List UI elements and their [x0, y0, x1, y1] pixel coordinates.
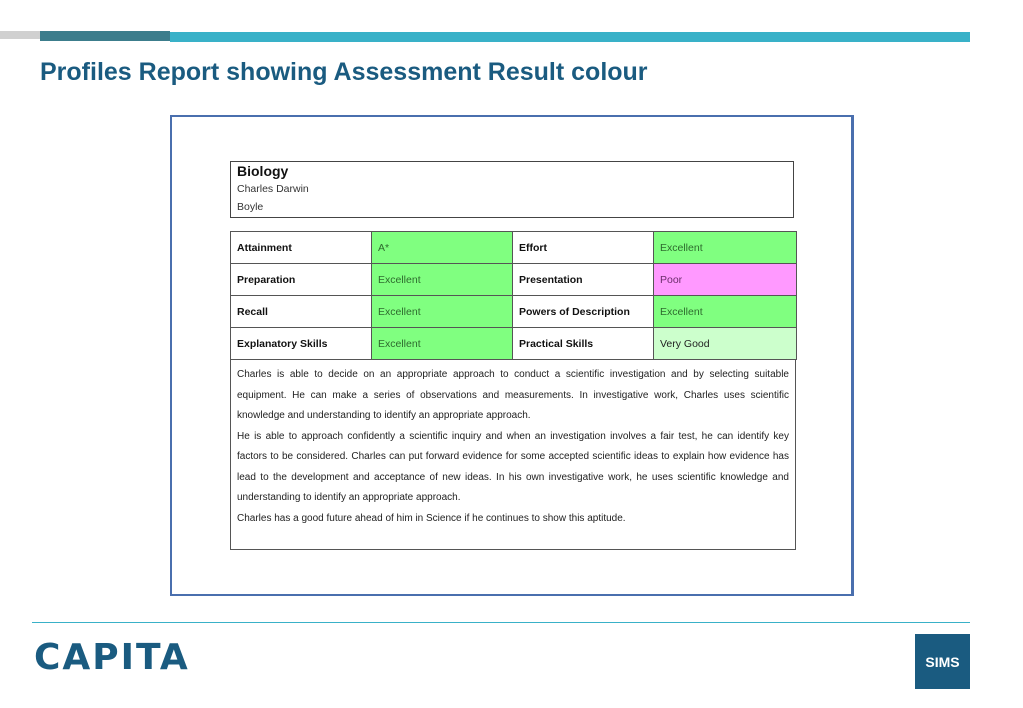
- group-name: Boyle: [237, 201, 264, 213]
- aspect-label: Effort: [513, 232, 654, 264]
- result-cell: Excellent: [372, 328, 513, 360]
- table-row: [231, 232, 797, 264]
- report-comment: [230, 360, 796, 550]
- aspect-label: Practical Skills: [513, 328, 654, 360]
- student-name: Charles Darwin: [237, 183, 309, 195]
- capita-logo: CAPITA: [34, 637, 190, 678]
- comment-paragraph: He is able to approach confidently a scientific inquiry and when an investigation involves a fair test, he can identify key factors to be considered. Charles can put forward evidence for some accepted scientific ideas to explain how evidence has lead to the development and acceptance of new ideas. In his own investigative work, he uses scientific knowledge and understanding to identify an appropriate approach.: [237, 430, 789, 503]
- profile-report: [230, 161, 794, 550]
- subject-name: Biology: [237, 163, 289, 179]
- table-row: [231, 328, 797, 360]
- comment-paragraph: Charles has a good future ahead of him in Science if he continues to show this aptitude.: [237, 512, 626, 524]
- result-cell: Excellent: [654, 232, 797, 264]
- header-bar-dark: [40, 31, 170, 41]
- report-header: [230, 161, 794, 218]
- table-row: [231, 264, 797, 296]
- aspect-label: Powers of Description: [513, 296, 654, 328]
- slide-title: Profiles Report showing Assessment Result colour: [40, 58, 648, 86]
- aspect-label: Preparation: [231, 264, 372, 296]
- result-cell: Excellent: [372, 264, 513, 296]
- aspect-label: Explanatory Skills: [231, 328, 372, 360]
- result-cell: Excellent: [372, 296, 513, 328]
- table-row: [231, 296, 797, 328]
- result-cell: Very Good: [654, 328, 797, 360]
- aspect-label: Presentation: [513, 264, 654, 296]
- comment-paragraph: Charles is able to decide on an appropriate approach to conduct a scientific investigation and by selecting suitable equipment. He can make a series of observations and measurements. In investigative work, Charles uses scientific knowledge and understanding to identify an appropriate approach.: [237, 369, 789, 421]
- result-cell: A*: [372, 232, 513, 264]
- aspect-label: Attainment: [231, 232, 372, 264]
- assessment-grid: [230, 231, 797, 360]
- report-frame: [170, 115, 854, 596]
- footer-divider: [32, 622, 970, 623]
- sims-badge: SIMS: [915, 634, 970, 689]
- header-bar-grey: [0, 31, 40, 39]
- result-cell: Excellent: [654, 296, 797, 328]
- result-cell: Poor: [654, 264, 797, 296]
- header-bar-teal: [170, 32, 970, 42]
- aspect-label: Recall: [231, 296, 372, 328]
